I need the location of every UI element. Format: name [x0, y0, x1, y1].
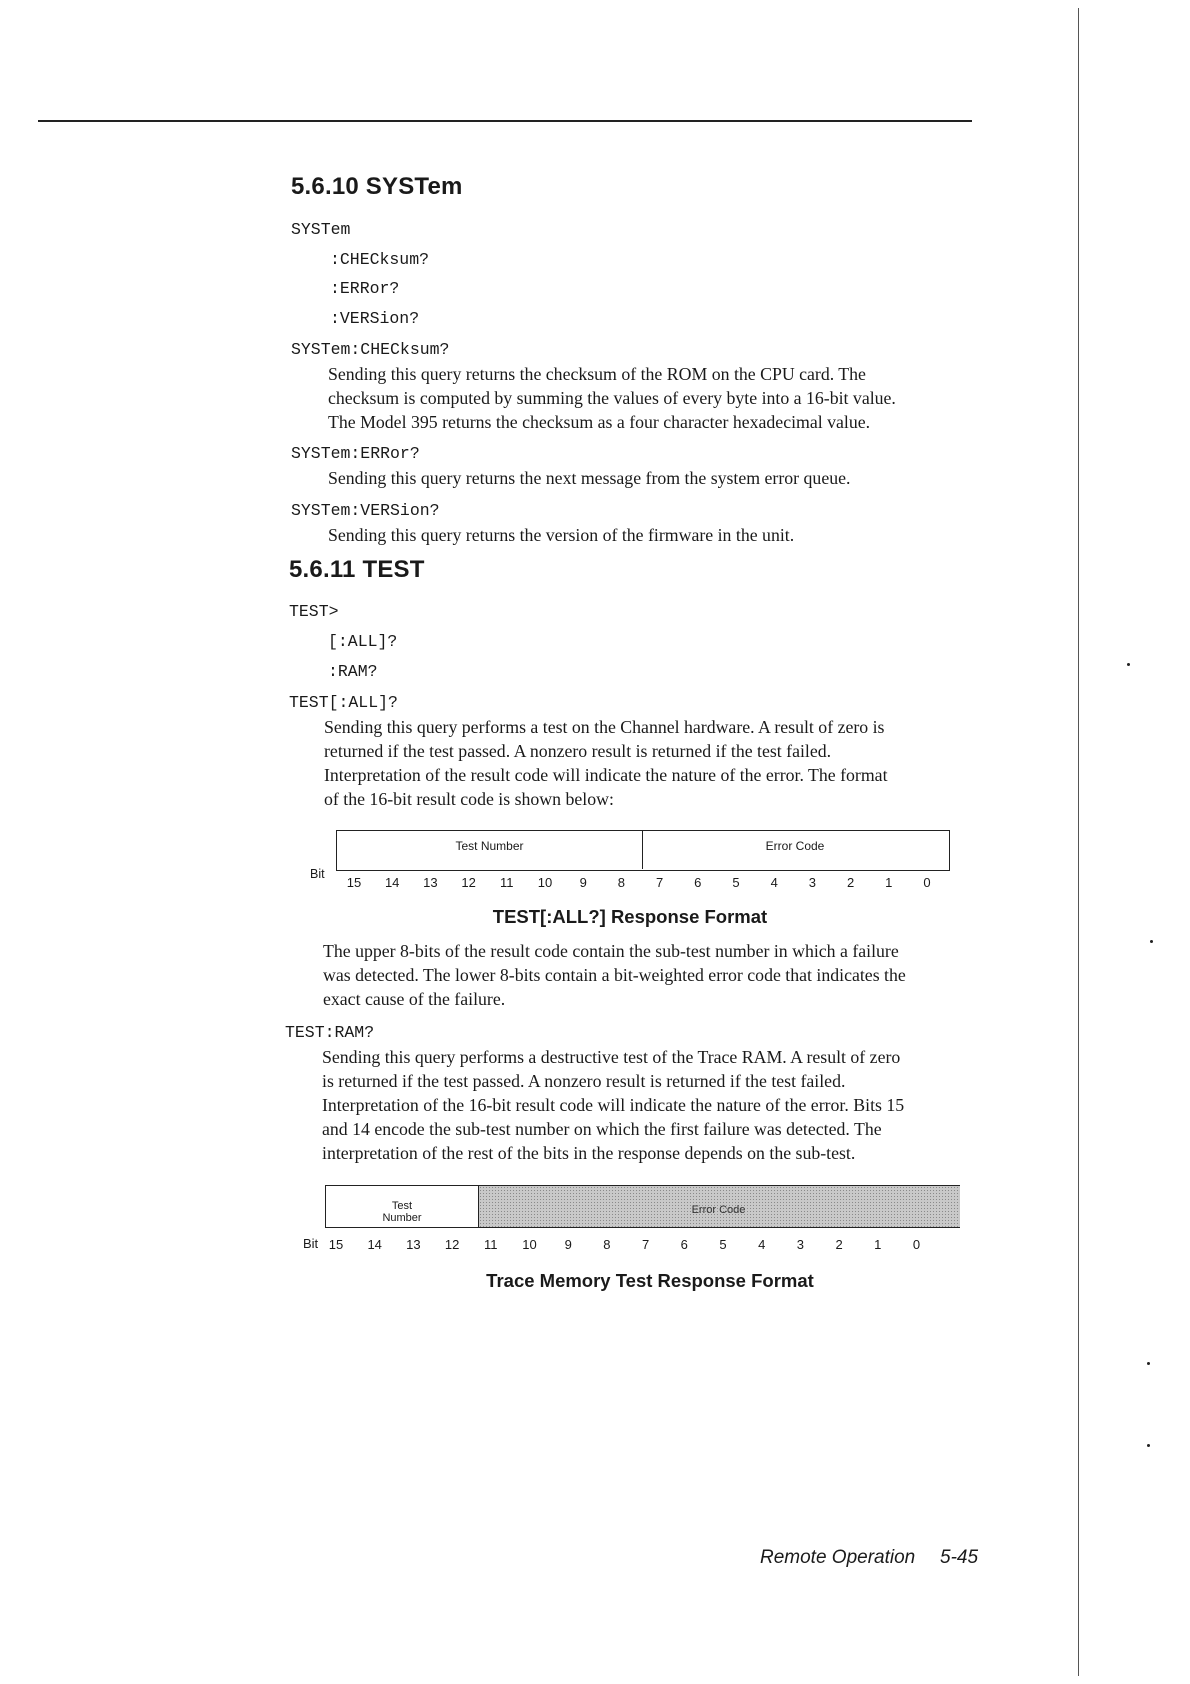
command-name: SYSTem:CHECksum?	[291, 340, 450, 359]
command-tree-item: :CHECksum?	[330, 250, 430, 269]
header-rule	[38, 120, 972, 122]
bit-number: 9	[564, 1237, 572, 1252]
command-name: TEST[:ALL]?	[289, 693, 398, 712]
bit-number: 6	[680, 1237, 688, 1252]
bit-label: Bit	[303, 1236, 319, 1251]
bit-number: 15	[328, 1237, 344, 1252]
text-line: The upper 8-bits of the result code contain the sub-test number in which a failure	[323, 941, 899, 961]
section-heading-system: 5.6.10 SYSTem	[291, 173, 463, 200]
command-description	[328, 523, 974, 547]
text-line: returned if the test passed. A nonzero result is returned if the test failed.	[324, 741, 832, 761]
diagram-caption: TEST[:ALL?] Response Format	[492, 906, 768, 927]
text-line: Interpretation of the result code will indicate the nature of the error. The format	[324, 765, 888, 785]
bit-number-row	[0, 875, 931, 890]
text-line: interpretation of the rest of the bits in the response depends on the sub-test.	[322, 1143, 856, 1163]
bit-number: 0	[912, 1237, 921, 1252]
scan-speck	[1147, 1362, 1150, 1365]
bit-number: 13	[423, 875, 438, 890]
field-label-error-code: Error Code	[691, 1204, 746, 1216]
page-edge-line	[1078, 8, 1079, 1676]
field-label-error-code: Error Code	[765, 839, 825, 853]
bit-number: 5	[719, 1237, 727, 1252]
bit-number: 5	[732, 875, 740, 890]
bit-number: 8	[603, 1237, 611, 1252]
command-tree-root: SYSTem	[291, 220, 351, 239]
bit-number: 11	[484, 1237, 498, 1252]
bit-number: 10	[537, 875, 553, 890]
bit-number: 12	[461, 875, 476, 890]
command-tree-item: :VERSion?	[330, 309, 420, 328]
text-line: The Model 395 returns the checksum as a four character hexadecimal value.	[328, 412, 871, 432]
register-box	[325, 1185, 960, 1228]
text-line: Interpretation of the 16-bit result code will indicate the nature of the error. Bits 15	[322, 1095, 905, 1115]
bit-label: Bit	[310, 867, 325, 881]
bit-number: 4	[758, 1237, 766, 1252]
command-tree-item: :RAM?	[328, 662, 378, 681]
bit-number: 14	[384, 875, 400, 890]
text-line: Sending this query performs a test on the Channel hardware. A result of zero is	[324, 717, 885, 737]
field-label-test-number: Test Number	[455, 839, 524, 853]
command-name: TEST:RAM?	[285, 1023, 375, 1042]
command-description	[328, 466, 974, 490]
bit-number: 15	[346, 875, 362, 890]
text-line: checksum is computed by summing the values of every byte into a 16-bit value.	[328, 388, 896, 408]
text-line: Sending this query returns the next message from the system error queue.	[328, 468, 851, 488]
scan-speck	[1150, 940, 1153, 943]
bit-number: 9	[579, 875, 587, 890]
scan-speck	[1127, 663, 1130, 666]
field-label-line: Test	[391, 1200, 413, 1212]
paragraph	[323, 939, 975, 1011]
field-label-line: Number	[382, 1212, 422, 1224]
bit-number: 2	[835, 1237, 843, 1252]
section-heading-test: 5.6.11 TEST	[289, 556, 425, 583]
bit-number: 3	[796, 1237, 805, 1252]
footer-section-label: Remote Operation	[760, 1547, 916, 1568]
page-number: 5-45	[940, 1547, 979, 1568]
command-tree-item: [:ALL]?	[328, 632, 398, 651]
bit-number: 7	[641, 1237, 650, 1252]
command-description	[322, 1045, 976, 1165]
text-line: of the 16-bit result code is shown below:	[324, 789, 614, 809]
register-box	[336, 830, 950, 871]
text-line: exact cause of the failure.	[323, 989, 506, 1009]
bit-number: 1	[874, 1237, 882, 1252]
bit-number: 14	[367, 1237, 382, 1252]
bit-number: 8	[617, 875, 626, 890]
command-name: SYSTem:VERSion?	[291, 501, 440, 520]
bit-number: 1	[885, 875, 893, 890]
bit-number: 4	[770, 875, 778, 890]
bit-number: 13	[406, 1237, 421, 1252]
text-line: is returned if the test passed. A nonzero result is returned if the test failed.	[322, 1071, 846, 1091]
command-name: SYSTem:ERRor?	[291, 444, 420, 463]
bit-number: 11	[500, 875, 514, 890]
bit-number: 6	[694, 875, 702, 890]
command-tree-root: TEST>	[289, 602, 339, 621]
command-description	[324, 715, 975, 811]
command-tree-item: :ERRor?	[330, 279, 400, 298]
bit-number: 0	[923, 875, 931, 890]
command-description	[328, 362, 974, 434]
field-label-test-number	[326, 1200, 478, 1224]
text-line: Sending this query returns the version of the firmware in the unit.	[328, 525, 795, 545]
text-line: and 14 encode the sub-test number on which the first failure was detected. The	[322, 1119, 882, 1139]
bit-number: 3	[808, 875, 817, 890]
bit-number: 12	[444, 1237, 460, 1252]
text-line: Sending this query returns the checksum of the ROM on the CPU card. The	[328, 364, 866, 384]
scan-speck	[1147, 1444, 1150, 1447]
bit-number: 2	[846, 875, 855, 890]
diagram-caption: Trace Memory Test Response Format	[486, 1270, 814, 1291]
text-line: was detected. The lower 8-bits contain a bit-weighted error code that indicates the	[323, 965, 906, 985]
text-line: Sending this query performs a destructive test of the Trace RAM. A result of zero	[322, 1047, 901, 1067]
bit-number: 7	[655, 875, 664, 890]
bit-number: 10	[522, 1237, 537, 1252]
